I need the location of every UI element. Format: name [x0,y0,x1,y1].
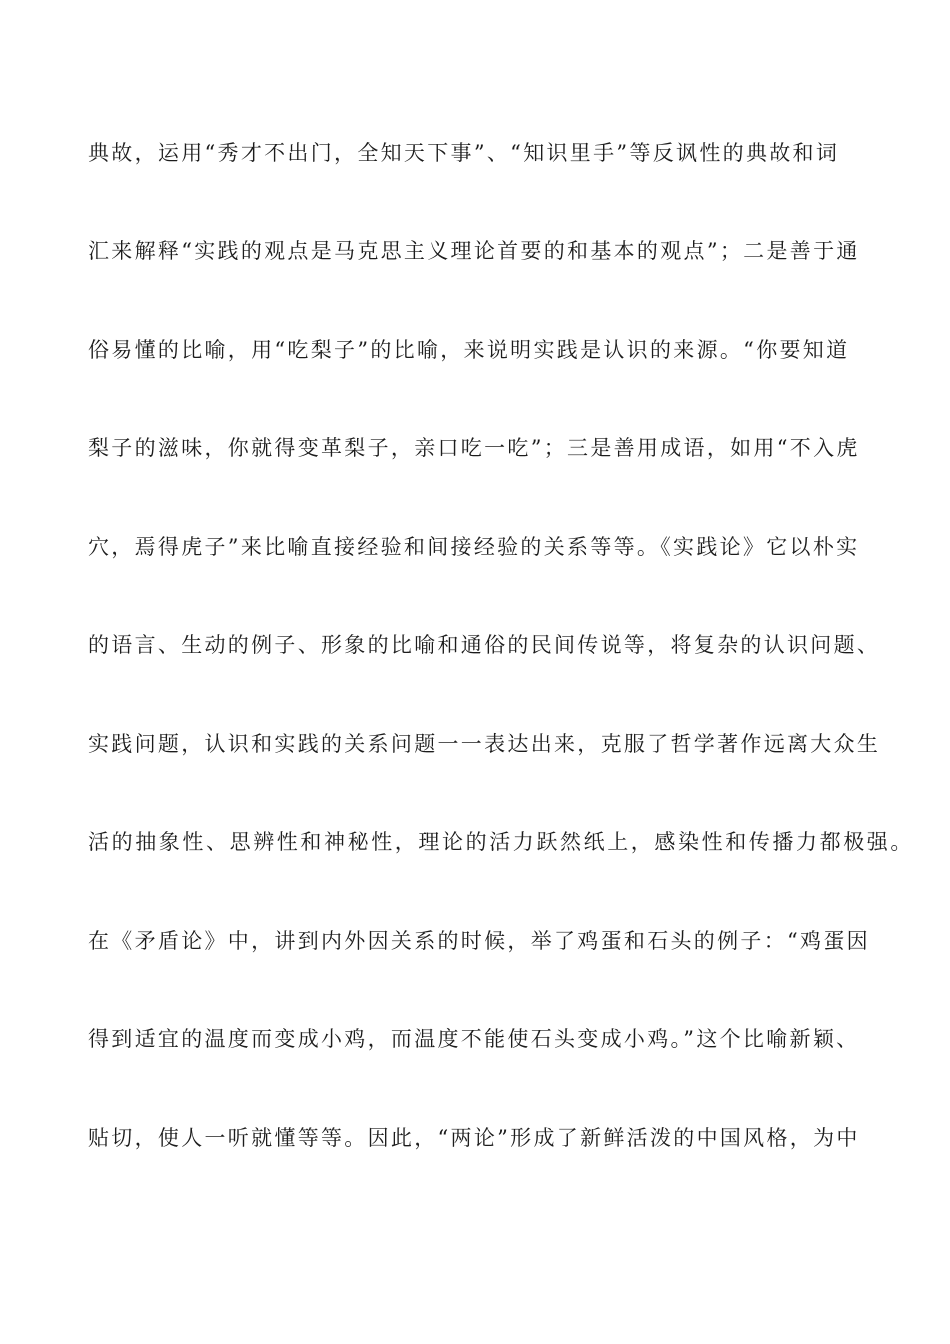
text-line: 活的抽象性、思辨性和神秘性，理论的活力跃然纸上，感染性和传播力都极强。 [88,830,914,854]
text-line: 汇来解释“实践的观点是马克思主义理论首要的和基本的观点”；二是善于通 [88,239,860,263]
text-line: 贴切，使人一听就懂等等。因此，“两论”形成了新鲜活泼的中国风格，为中 [88,1126,860,1150]
text-line: 穴，焉得虎子”来比喻直接经验和间接经验的关系等等。《实践论》它以朴实 [88,535,860,559]
text-line: 梨子的滋味，你就得变革梨子，亲口吃一吃”；三是善用成语，如用“不入虎 [88,436,860,460]
text-line: 典故，运用“秀才不出门，全知天下事”、“知识里手”等反讽性的典故和词 [88,141,840,165]
text-line: 的语言、生动的例子、形象的比喻和通俗的民间传说等，将复杂的认识问题、 [88,633,881,657]
text-line: 在《矛盾论》中，讲到内外因关系的时候，举了鸡蛋和石头的例子：“鸡蛋因 [88,929,870,953]
text-line: 得到适宜的温度而变成小鸡，而温度不能使石头变成小鸡。”这个比喻新颖、 [88,1027,860,1051]
text-line: 实践问题，认识和实践的关系问题一一表达出来，克服了哲学著作远离大众生 [88,732,881,756]
text-line: 俗易懂的比喻，用“吃梨子”的比喻，来说明实践是认识的来源。“你要知道 [88,338,850,362]
